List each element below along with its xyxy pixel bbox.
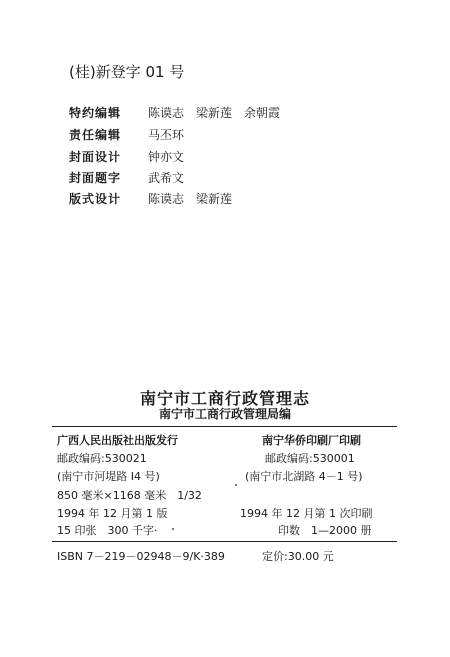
registration-number: (桂)新登字 01 号 xyxy=(69,63,185,81)
credit-label: 责任编辑 xyxy=(69,128,122,142)
credit-names: 钟亦文 xyxy=(148,150,185,164)
publisher-postcode: 邮政编码:530021 xyxy=(57,452,147,465)
credit-label: 版式设计 xyxy=(69,192,122,206)
credit-names: 陈谟志 梁新莲 余朝霞 xyxy=(148,106,281,120)
isbn: ISBN 7－219－02948－9/K·389 xyxy=(57,550,225,563)
price: 定价:30.00 元 xyxy=(262,550,334,563)
credit-label: 封面设计 xyxy=(69,150,122,164)
divider-top xyxy=(52,426,397,427)
scan-speck xyxy=(235,484,237,486)
sheets-words: 15 印张 300 千字· xyxy=(57,524,158,537)
printer-postcode: 邮政编码:530001 xyxy=(265,452,355,465)
printing: 1994 年 12 月第 1 次印刷 xyxy=(240,507,373,520)
publisher-address: (南宁市河堤路 I4 号) xyxy=(57,470,160,483)
publisher: 广西人民出版社出版发行 xyxy=(57,434,178,447)
scan-speck xyxy=(172,528,174,530)
print-run: 印数 1—2000 册 xyxy=(278,524,372,537)
credit-label: 封面题字 xyxy=(69,171,122,185)
credit-names: 陈谟志 梁新莲 xyxy=(148,192,233,206)
divider-bottom xyxy=(52,541,397,542)
credit-names: 马丕环 xyxy=(148,128,185,142)
printer: 南宁华侨印刷厂印刷 xyxy=(262,434,361,447)
book-title: 南宁市工商行政管理志 xyxy=(139,389,310,408)
edition: 1994 年 12 月第 1 版 xyxy=(57,507,168,520)
credit-label: 特约编辑 xyxy=(69,106,122,120)
credit-names: 武希文 xyxy=(148,171,185,185)
format: 850 毫米×1168 毫米 1/32 xyxy=(57,489,202,502)
book-author: 南宁市工商行政管理局编 xyxy=(158,407,291,421)
printer-address: (南宁市北湖路 4－1 号) xyxy=(245,470,363,483)
